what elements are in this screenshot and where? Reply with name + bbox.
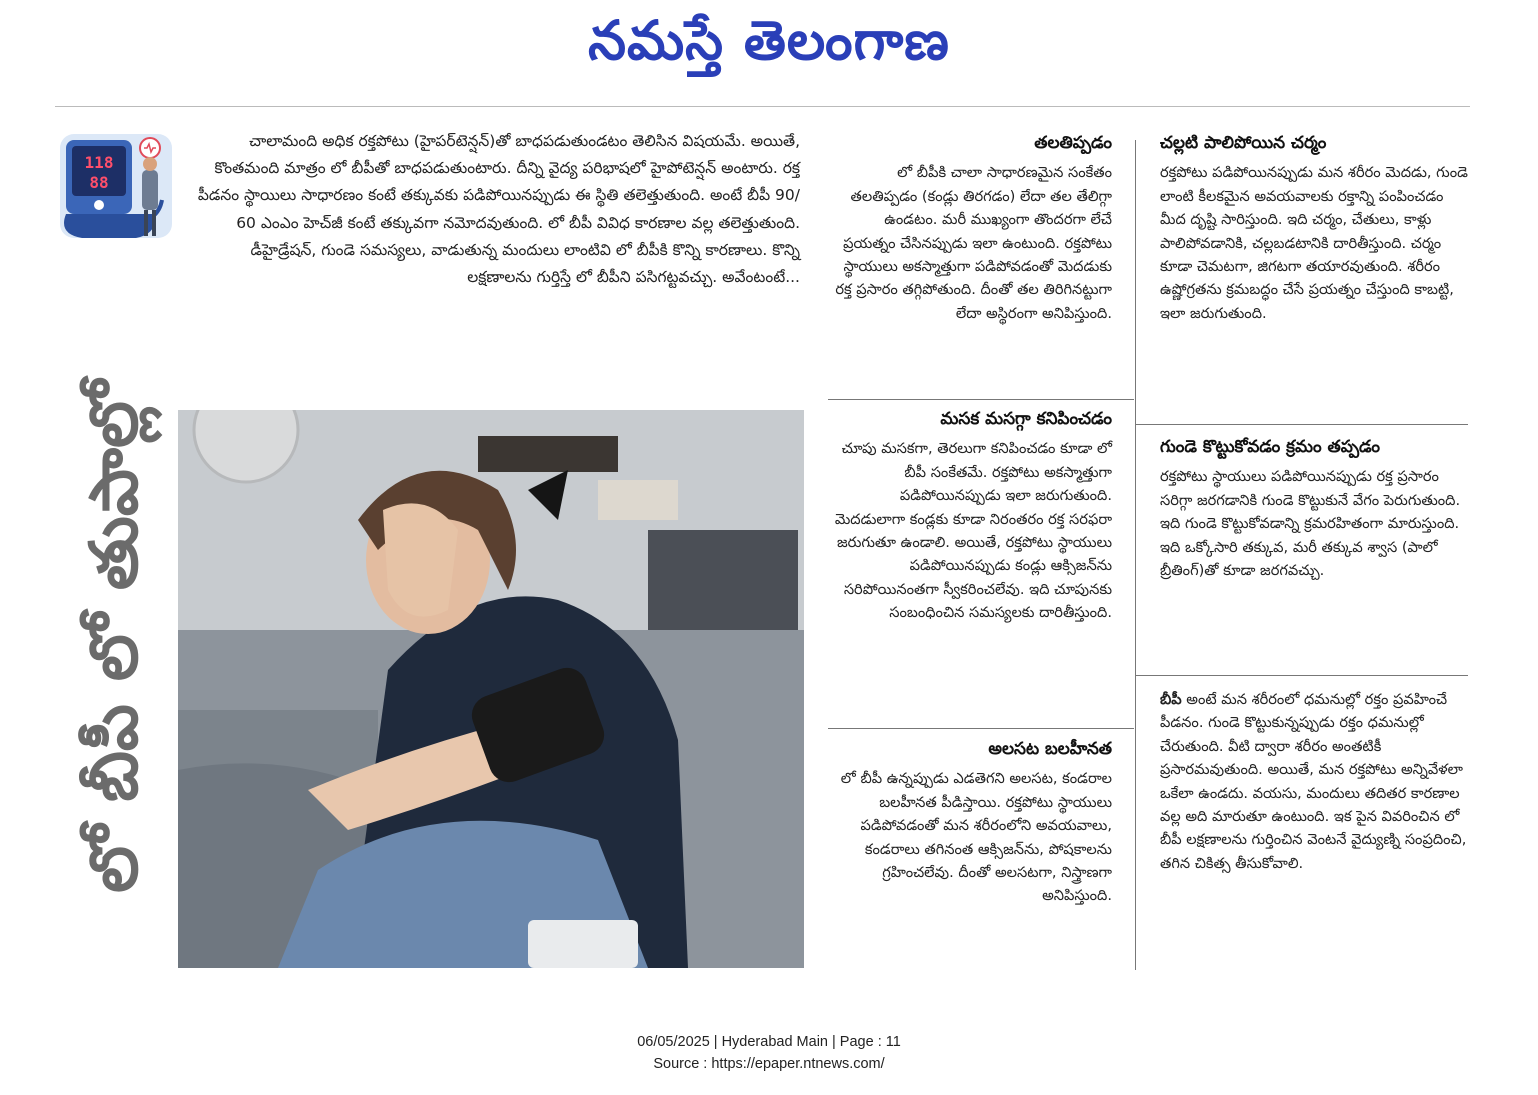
section-blurred-vision xyxy=(828,408,1112,625)
footer-date-edition: 06/05/2025 | Hyderabad Main | Page : 11 xyxy=(637,1034,901,1050)
section-heading: మసక మసగ్గా కనిపించడం xyxy=(940,409,1112,429)
section-cold-pale-skin xyxy=(1160,132,1468,325)
divider xyxy=(1136,675,1468,676)
section-heading: తలతిప్పడం xyxy=(1034,133,1112,153)
section-body: రక్తపోటు స్థాయులు పడిపోయినప్పుడు రక్త ప్రసారం సరిగ్గా జరగడానికి గుండె కొట్టుకునే వేగం పెరుగుతుంది. ఇది గుండె కొట్టుకోవడాన్ని క్రమరహితంగా మారుస్తుంది. ఇది ఒక్కోసారి తక్కువ, మరీ తక్కువ శ్వాస (పాలో బ్రీతింగ్)తో కూడా జరగవచ్చు. xyxy=(1160,468,1461,580)
section-body: లో బీపీ ఉన్నప్పుడు ఎడతెగని అలసట, కండరాల బలహీనత పీడిస్తాయి. రక్తపోటు స్థాయులు పడిపోవడంతో మన శరీరంలోని అవయవాలు, కండరాలు తగినంత ఆక్సిజన్‌ను, పోషకాలను గ్రహించలేవు. దీంతో అలసటగా, నిస్త్రాణగా అనిపిస్తుంది. xyxy=(840,770,1112,905)
divider xyxy=(828,399,1134,400)
masthead: నమస్తే తెలంగాణ xyxy=(588,8,950,72)
section-fatigue xyxy=(828,738,1112,908)
header-rule xyxy=(55,106,1470,107)
section-irregular-heartbeat xyxy=(1160,436,1468,582)
divider xyxy=(828,728,1134,729)
monitor-reading-top: 118 xyxy=(84,153,114,172)
intro-paragraph: చాలామంది అధిక రక్తపోటు (హైపర్‌టెన్షన్)తో బాధపడుతుండటం తెలిసిన విషయమే. అయితే, కొంతమంది మాత్రం లో బీపీతో బాధపడుతుంటారు. దీన్ని వైద్య పరిభాషలో హైపోటెన్షన్ అంటారు. రక్త పీడనం స్థాయిలు సాధారణం కంటే తక్కువకు పడిపోయినప్పుడు ఈ స్థితి తలెత్తుతుంది. అంటే బీపీ 90/ 60 ఎంఎం హెచ్‌జీ కంటే తక్కువగా నమోదవుతుంది. లో బీపీ వివిధ కారణాల వల్ల తలెత్తుతుంది. డీహైడ్రేషన్, గుండె సమస్యలు, వాడుతున్న మందులు లాంటివి లో బీపీకి కొన్ని కారణాలు. కొన్ని లక్షణాలను గుర్తిస్తే లో బీపీని పసిగట్టవచ్చు. అవేంటంటే... xyxy=(197,132,800,287)
section-body: లో బీపీకి చాలా సాధారణమైన సంకేతం తలతిప్పడం (కండ్లు తిరగడం) లేదా తల తేలిగ్గా ఉండటం. మరీ ముఖ్యంగా తొందరగా లేచే ప్రయత్నం చేసినప్పుడు ఇలా ఉంటుంది. రక్తపోటు స్థాయులు అకస్మాత్తుగా పడిపోవడంతో మెదడుకు రక్త ప్రసారం తగ్గిపోతుంది. దీంతో తల తిరిగినట్టుగా లేదా అస్థిరంగా అనిపిస్తుంది. xyxy=(835,164,1112,322)
section-bp-definition xyxy=(1160,688,1468,875)
monitor-reading-bottom: 88 xyxy=(89,173,109,192)
section-body: అంటే మన శరీరంలో ధమనుల్లో రక్తం ప్రవహించే పీడనం. గుండె కొట్టుకున్నప్పుడు రక్తం ధమనుల్లో చేరుతుంది. వీటి ద్వారా శరీరం అంతటికీ ప్రసారమవుతుంది. అయితే, మన రక్తపోటు అన్నివేళలా ఒకేలా ఉండదు. వయసు, మందులు తదితర కారణాల వల్ల అది మారుతూ ఉంటుంది. ఇక పైన వివరించిన లో బీపీ లక్షణాలను గుర్తించిన వెంటనే వైద్యుణ్ని సంప్రదించి, తగిన చికిత్స తీసుకోవాలి. xyxy=(1160,691,1467,872)
section-heading: చల్లటి పాలిపోయిన చర్మం xyxy=(1160,133,1327,153)
section-body: రక్తపోటు పడిపోయినప్పుడు మన శరీరం మెదడు, గుండె లాంటి కీలకమైన అవయవాలకు రక్తాన్ని పంపించడం మీద దృష్టి సారిస్తుంది. ఇది చర్మం, చేతులు, కాళ్లు పాలిపోవడానికి, చల్లబడటానికి దారితీస్తుంది. చర్మం కూడా చెమటగా, జిగటగా తయారవుతుంది. శరీరం ఉష్ణోగ్రతను క్రమబద్ధం చేసే ప్రయత్నం చేస్తుంది కాబట్టి, ఇలా జరుగుతుంది. xyxy=(1160,164,1468,322)
vertical-headline: లో బీపీ లో తుపాల్లో xyxy=(75,380,153,893)
bp-lead-word: బీపీ xyxy=(1160,691,1182,708)
divider xyxy=(1136,424,1468,425)
section-body: చూపు మసకగా, తెరలుగా కనిపించడం కూడా లో బీపీ సంకేతమే. రక్తపోటు అకస్మాత్తుగా పడిపోయినప్పుడు ఇలా జరుగుతుంది. మెదడులాగా కండ్లకు కూడా నిరంతరం రక్త సరఫరా జరుగుతూ ఉండాలి. అయితే, రక్తపోటు స్థాయులు పడిపోయినప్పుడు కండ్లు ఆక్సిజన్‌ను సరిపోయినంతగా స్వీకరించలేవు. ఇది చూపునకు సంబంధించిన సమస్యలకు దారితీస్తుంది. xyxy=(834,440,1112,622)
footer-source-link[interactable]: Source : https://epaper.ntnews.com/ xyxy=(653,1056,885,1072)
woman-low-bp-photo xyxy=(178,410,804,968)
section-heading: గుండె కొట్టుకోవడం క్రమం తప్పడం xyxy=(1160,437,1380,457)
section-heading: అలసట బలహీనత xyxy=(988,739,1112,759)
section-dizziness xyxy=(828,132,1112,325)
bp-monitor-illustration xyxy=(58,130,176,248)
column-rule xyxy=(1135,140,1136,970)
